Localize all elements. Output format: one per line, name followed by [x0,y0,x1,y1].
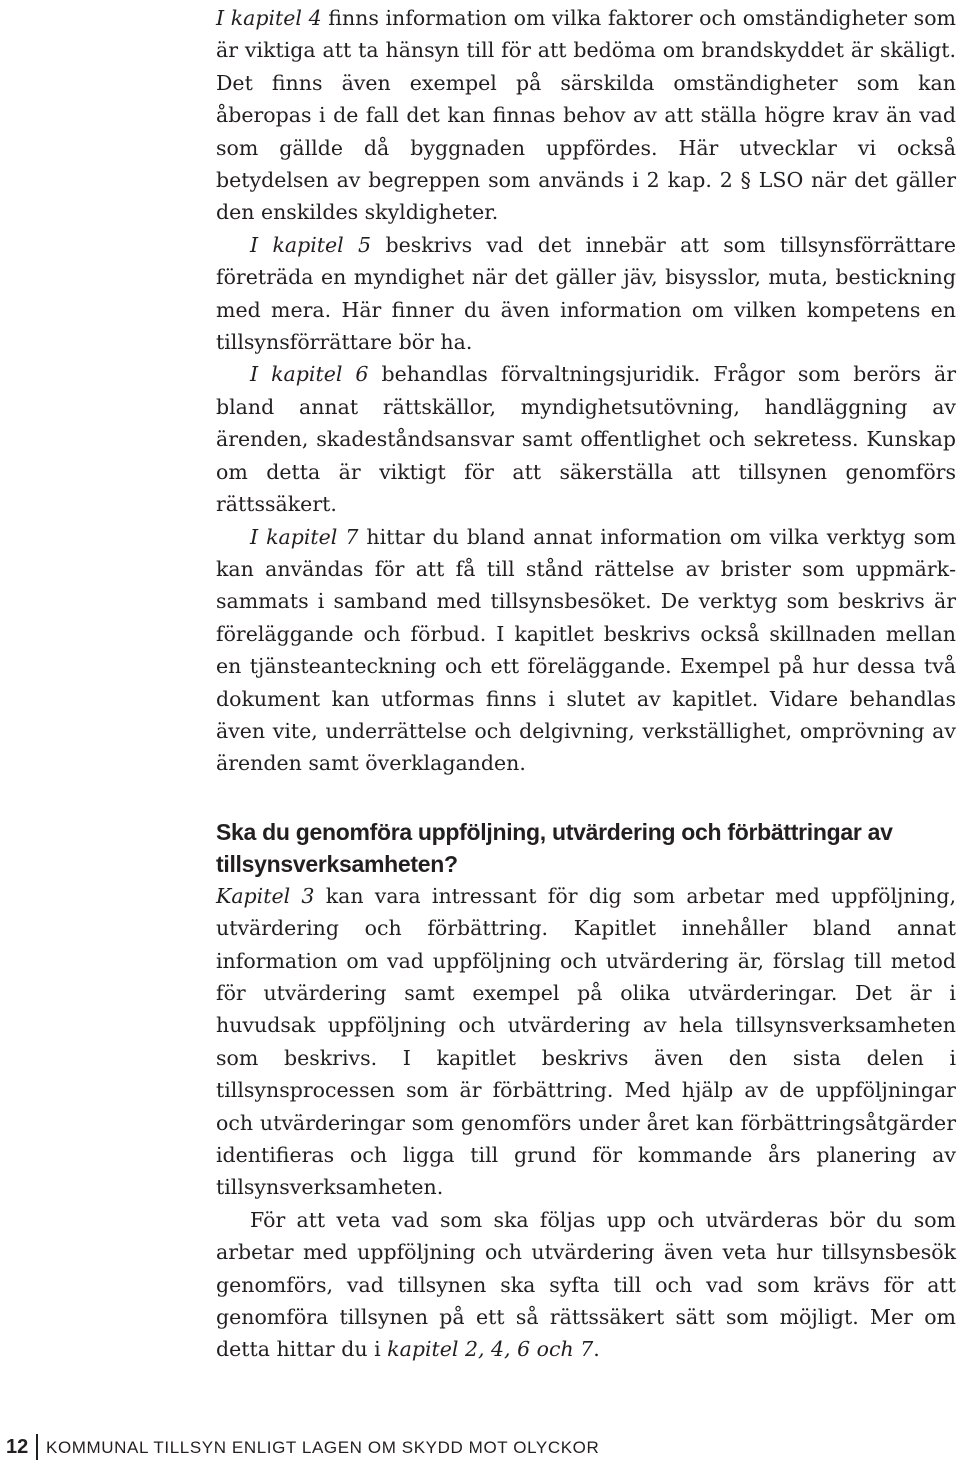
paragraph-text: finns information om vilka faktorer och omständigheter som är viktiga att ta hänsyn till för att bedöma om brandskyddet är skäligt. Det finns även exempel på särskilda omständigheter som kan åberopas i de fall det kan finnas behov av att ställa högre krav än vad som gällde då byggnaden uppfördes. Här utvecklar vi också betydelsen av begreppen som används i 2 kap. 2 § LSO när det gäller den enskildes skyldigheter. [216,6,956,225]
paragraph-text: kan vara intressant för dig som arbetar med uppföljning, utvärdering och förbättring. Kapitlet innehåller bland annat information om vad uppföljning och utvärdering är, förslag till metod för utvärdering samt exempel på olika utvärderingar. Det är i huvudsak uppföljning och utvärdering av hela tillsynsverksamheten som beskrivs. I kapitlet beskrivs även den sista delen i tillsynsprocessen som är förbättring. Med hjälp av de uppföljningar och utvärderingar som genomförs under året kan förbättringsåtgärder identifieras och ligga till grund för kommande års planering av tillsynsverksamheten. [216,883,957,1200]
chapter-reference: I kapitel 7 [250,524,359,549]
chapter-reference: kapitel 2, 4, 6 och 7 [387,1337,594,1362]
paragraph-text: hittar du bland annat information om vilka verktyg som kan användas för att få till stånd rättelse av brister som uppmärksammats i samband med tillsynsbesöket. De verktyg som beskrivs är föreläggande och förbud. I kapitlet beskrivs också skillnaden mellan en tjänsteanteckning och ett föreläggande. Exempel på hur dessa två dokument kan utformas finns i slutet av kapitlet. Vidare behandlas även vite, underrättelse och delgivning, verkställighet, omprövning av ärenden samt överklaganden. [216,524,956,776]
section-heading: Ska du genomföra uppföljning, utvärdering och förbättringar av tillsynsverksamheten? [216,818,893,877]
paragraph-text: behandlas förvaltningsjuridik. Frågor som berörs är bland annat rättskällor, myndighetsutövning, handläggning av ärenden, skadeståndsansvar samt offentlighet och sekretess. Kunskap om detta är viktigt för att säkerställa att tillsynen genomförs rättssäkert. [216,362,956,517]
page-footer [0,1434,960,1462]
chapter-reference: Kapitel 3 [216,883,315,908]
paragraph-chapter-7 [216,521,956,780]
page-number: 12 [6,1436,29,1458]
paragraph-chapter-3 [216,880,956,1204]
running-title: KOMMUNAL TILLSYN ENLIGT LAGEN OM SKYDD MOT OLYCKOR [46,1438,600,1457]
paragraph-closing [216,1204,956,1366]
footer-divider [36,1434,38,1460]
paragraph-chapter-5 [216,229,956,359]
paragraph-chapter-6 [216,358,956,520]
chapter-reference: I kapitel 6 [250,362,369,387]
chapter-reference: I kapitel 5 [250,232,372,257]
paragraph-end: . [593,1337,600,1362]
document-body [216,2,956,1366]
chapter-reference: I kapitel 4 [216,6,322,30]
paragraph-text: För att veta vad som ska följas upp och utvärderas bör du som arbetar med uppföljning och utvärdering även veta hur tillsynsbesök genomförs, vad tillsynen ska syfta till och vad som krävs för att genomföra tillsynen på ett så rättssäkert sätt som möjligt. Mer om detta hittar du i [216,1207,956,1362]
paragraph-text: beskrivs vad det innebär att som tillsynsförrättare företräda en myndighet när det gäller jäv, bisysslor, muta, bestickning med mera. Här finner du även information om vilken kompetens en tillsynsförrättare bör ha. [216,232,956,355]
paragraph-chapter-4 [216,2,956,229]
